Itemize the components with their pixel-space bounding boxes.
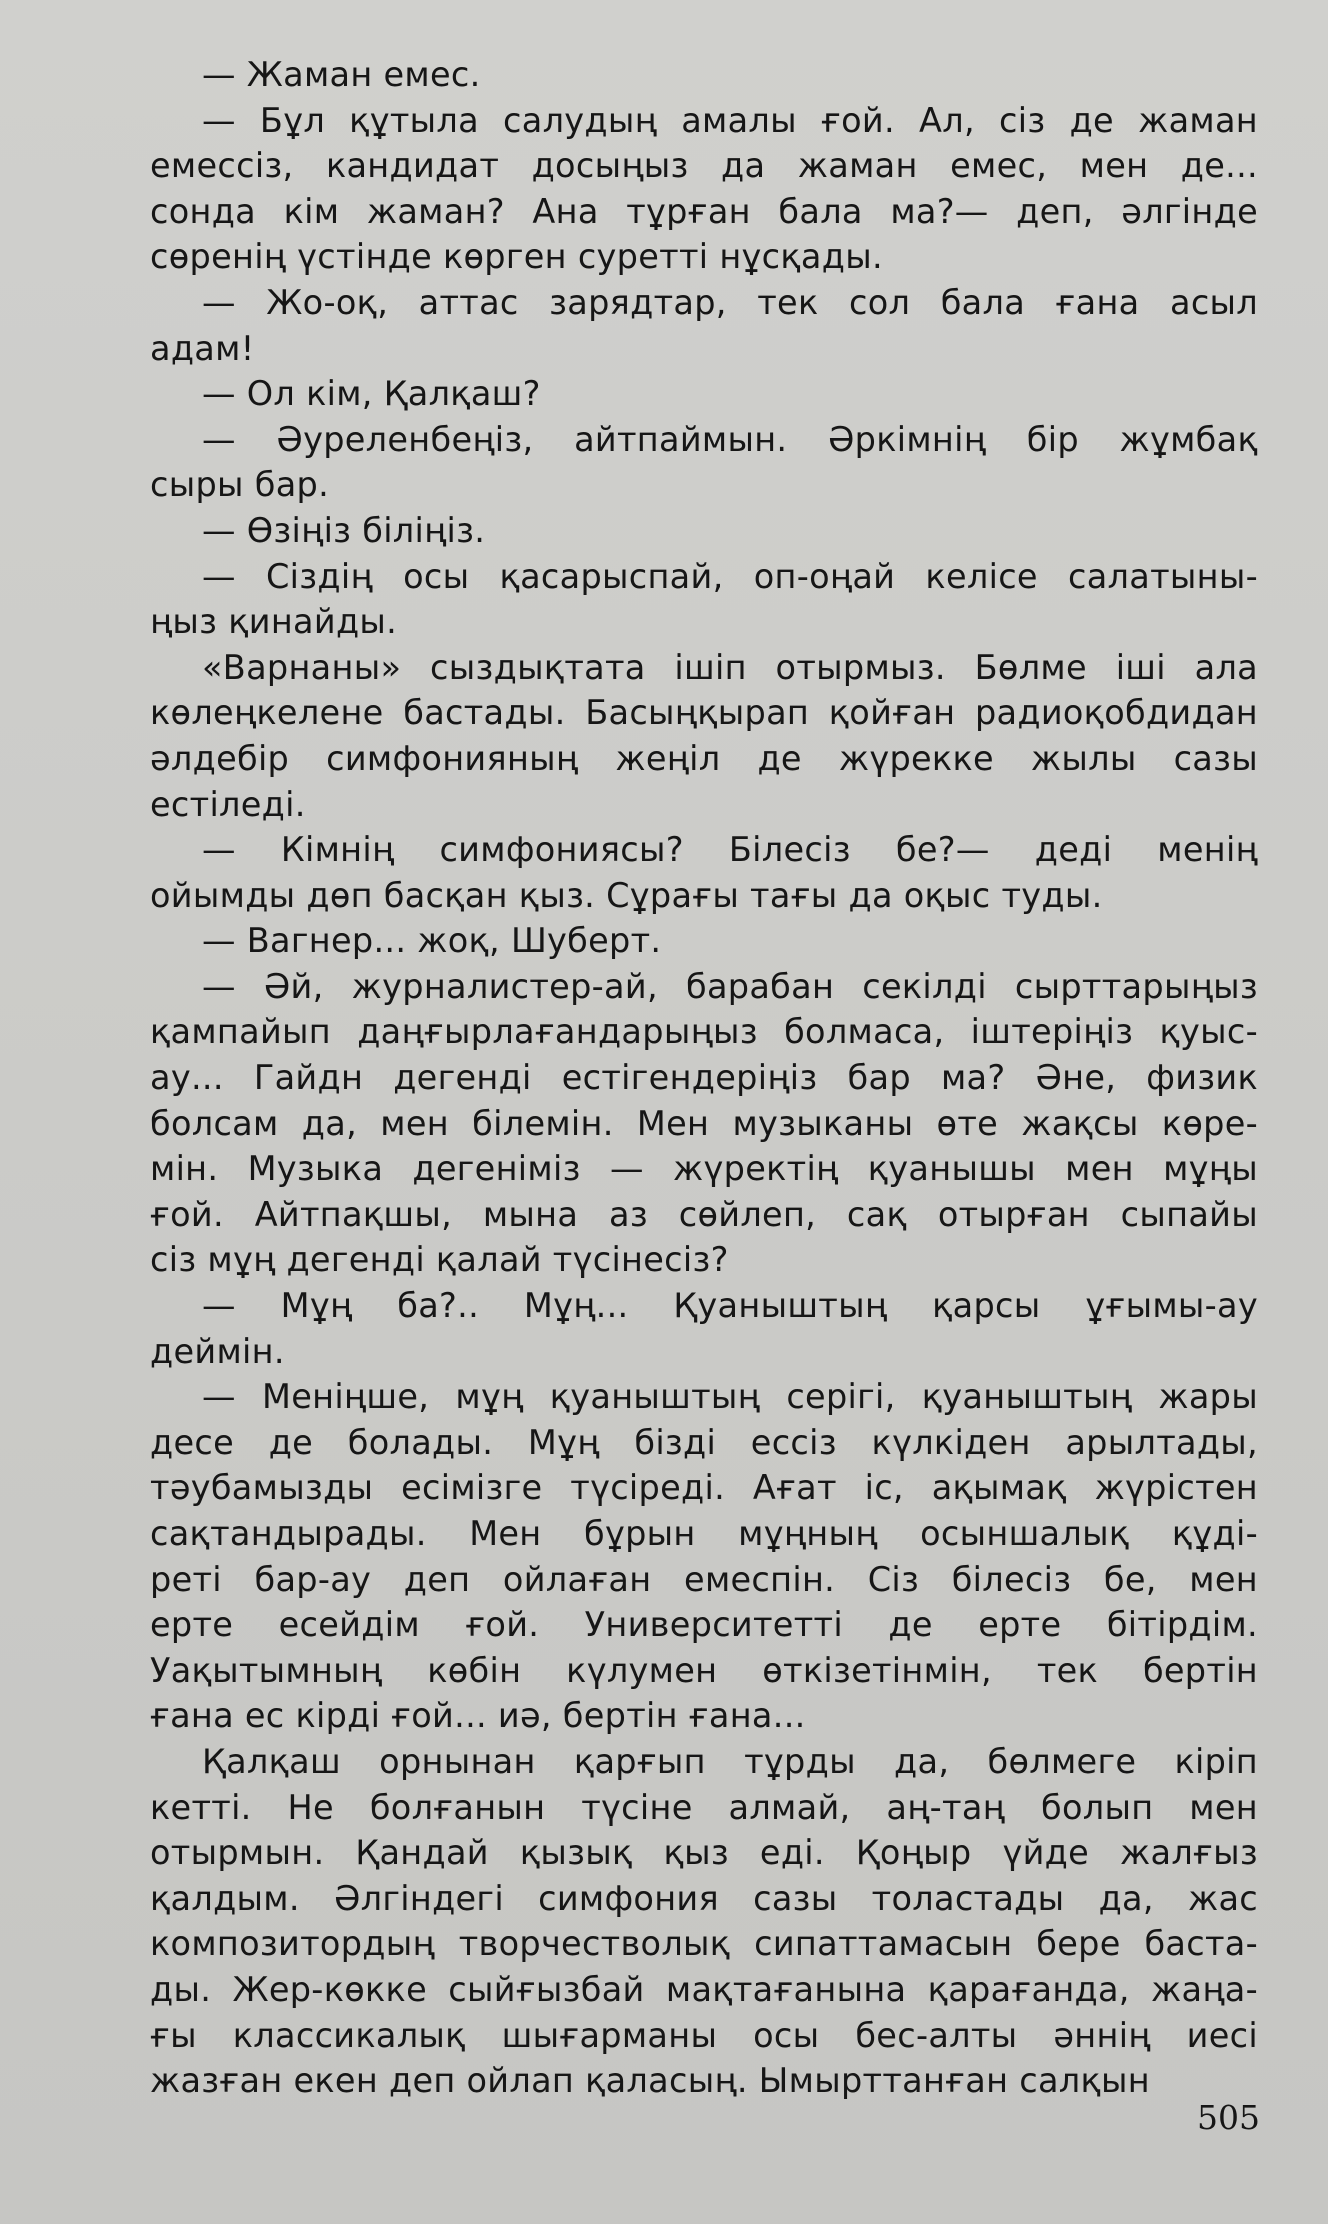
text-line: — Сіздің осы қасарыспай, оп-оңай келісе салатыны- — [202, 556, 1258, 596]
text-line: реті бар-ау деп ойлаған емеспін. Сіз білесіз бе, мен — [150, 1559, 1258, 1599]
text-line: — Ол кім, Қалқаш? — [202, 374, 541, 414]
text-line: сыры бар. — [150, 465, 330, 505]
text-line: — Әй, журналистер-ай, барабан секілді сырттарыңыз — [202, 966, 1258, 1006]
text-line: десе де болады. Мұң бізді ессіз күлкіден арылтады, — [150, 1422, 1258, 1462]
page-number: 505 — [1197, 2098, 1260, 2137]
text-line: — Өзіңіз біліңіз. — [202, 510, 486, 550]
text-line: сөренің үстінде көрген суретті нұсқады. — [150, 237, 883, 277]
text-line: «Варнаны» сыздықтата ішіп отырмыз. Бөлме іші ала — [202, 647, 1258, 687]
text-line: қампайып даңғырлағандарыңыз болмаса, іштеріңіз қуыс- — [150, 1012, 1258, 1052]
text-line: естіледі. — [150, 784, 306, 824]
text-line: отырмын. Қандай қызық қыз еді. Қоңыр үйде жалғыз — [150, 1833, 1258, 1873]
text-line: — Меніңше, мұң қуаныштың серігі, қуаныштың жары — [202, 1377, 1258, 1417]
text-line: — Әуреленбеңіз, айтпаймын. Әркімнің бір жұмбақ — [202, 419, 1258, 459]
text-line: болсам да, мен білемін. Мен музыканы өте жақсы көре- — [150, 1103, 1258, 1143]
text-line: Қалқаш орнынан қарғып тұрды да, бөлмеге кіріп — [202, 1741, 1258, 1781]
text-line: — Бұл құтыла салудың амалы ғой. Ал, сіз де жаман — [202, 100, 1258, 140]
text-line: ғана ес кірді ғой... иә, бертін ғана... — [150, 1696, 806, 1736]
text-line: әлдебір симфонияның жеңіл де жүрекке жылы сазы — [150, 738, 1258, 778]
text-line: жазған екен деп ойлап қаласың. Ымырттанған салқын — [150, 2061, 1150, 2101]
text-line: ойымды дөп басқан қыз. Сұрағы тағы да оқыс туды. — [150, 875, 1103, 915]
text-line: сонда кім жаман? Ана тұрған бала ма?— деп, әлгінде — [150, 191, 1258, 231]
text-line: ды. Жер-көкке сыйғызбай мақтағанына қарағанда, жаңа- — [150, 1969, 1258, 2009]
text-line: мін. Музыка дегеніміз — жүректің қуанышы мен мұңы — [150, 1149, 1258, 1189]
text-line: — Мұң ба?.. Мұң... Қуаныштың қарсы ұғымы-ау — [202, 1286, 1258, 1326]
text-line: сақтандырады. Мен бұрын мұңның осыншалық құді- — [150, 1514, 1258, 1553]
text-line: сіз мұң дегенді қалай түсінесіз? — [150, 1240, 729, 1280]
text-line: тәубамызды есімізге түсіреді. Ағат іс, ақымақ жүрістен — [150, 1468, 1258, 1508]
text-line: емессіз, кандидат досыңыз да жаман емес, мен де... — [150, 146, 1258, 186]
text-line: — Жаман емес. — [202, 55, 481, 94]
text-line: ғы классикалық шығарманы осы бес-алты әннің иесі — [150, 2015, 1258, 2055]
text-line: кетті. Не болғанын түсіне алмай, аң-таң болып мен — [150, 1787, 1258, 1827]
text-line: ерте есейдім ғой. Университетті де ерте бітірдім. — [150, 1605, 1258, 1645]
text-line: деймін. — [150, 1331, 285, 1371]
text-line: композитордың творчестволық сипаттамасын бере баста- — [150, 1924, 1258, 1964]
text-line: — Кімнің симфониясы? Білесіз бе?— деді менің — [202, 830, 1258, 870]
text-line: ау... Гайдн дегенді естігендеріңіз бар ма? Әне, физик — [150, 1058, 1258, 1098]
text-line: Уақытымның көбін күлумен өткізетінмін, тек бертін — [150, 1650, 1258, 1690]
page-text — [150, 52, 1258, 2104]
text-line: ғой. Айтпақшы, мына аз сөйлеп, сақ отырған сыпайы — [150, 1194, 1258, 1234]
text-line: қалдым. Әлгіндегі симфония сазы толастады да, жас — [150, 1878, 1258, 1918]
text-line: — Вагнер... жоқ, Шуберт. — [202, 921, 662, 961]
text-line: — Жо-оқ, аттас зарядтар, тек сол бала ғана асыл — [202, 282, 1258, 322]
text-line: көлеңкелене бастады. Басыңқырап қойған радиоқобдидан — [150, 693, 1258, 733]
text-line: адам! — [150, 328, 255, 368]
text-line: ңыз қинайды. — [150, 602, 398, 642]
